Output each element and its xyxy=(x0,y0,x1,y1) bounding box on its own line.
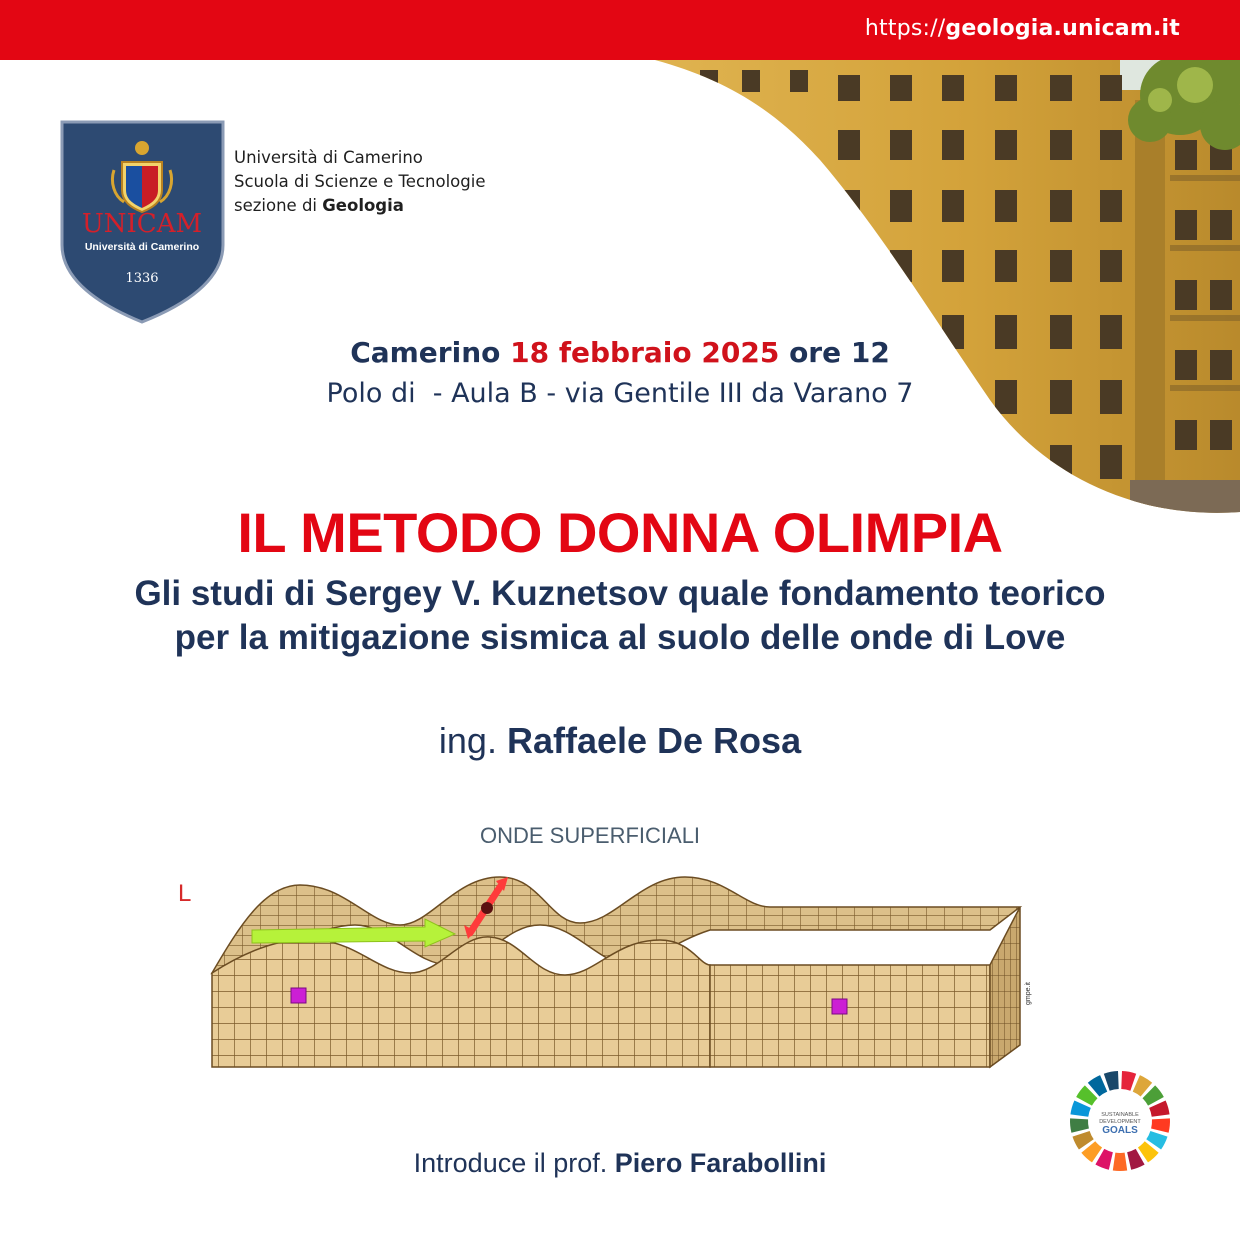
speaker-name: Raffaele De Rosa xyxy=(506,720,802,761)
event-date: 18 febbraio 2025 xyxy=(510,336,780,369)
introduction xyxy=(0,1148,1240,1179)
sdg-line-2: DEVELOPMENT xyxy=(1099,1119,1141,1125)
top-bar xyxy=(0,0,1240,60)
website-link[interactable] xyxy=(865,16,1180,41)
unicam-logo xyxy=(60,120,225,325)
url-prefix: https:// xyxy=(864,16,946,41)
sdg-segment xyxy=(1151,1118,1170,1132)
figure-label: L xyxy=(178,880,192,907)
sdg-segment xyxy=(1113,1153,1127,1171)
sdg-segment xyxy=(1070,1118,1089,1132)
block-side-face xyxy=(990,907,1020,1067)
institution-line-2: Scuola di Scienze e Tecnologie xyxy=(234,172,486,191)
talk-subtitle-line-1: Gli studi di Sergey V. Kuznetsov quale fondamento teorico xyxy=(134,574,1106,613)
logo-name: UNICAM xyxy=(81,209,203,239)
sdg-segment xyxy=(1121,1071,1136,1091)
intro-prefix: Introduce il prof. xyxy=(413,1148,608,1178)
sdg-wheel-icon xyxy=(1068,1069,1172,1173)
url-domain: geologia.unicam.it xyxy=(945,16,1180,41)
intro-name: Piero Farabollini xyxy=(614,1148,827,1178)
institution-line-3-prefix: sezione di xyxy=(234,196,323,215)
institution-line-3 xyxy=(234,194,485,218)
block-front-flat xyxy=(710,965,990,1067)
figure-credit: gmpe.it xyxy=(1025,982,1032,1005)
figure-heading: ONDE SUPERFICIALI xyxy=(480,823,701,848)
event-city: Camerino xyxy=(350,336,501,369)
institution-line-1: Università di Camerino xyxy=(234,148,423,167)
speaker xyxy=(0,720,1240,762)
speaker-prefix: ing. xyxy=(438,720,497,761)
surface-waves-illustration xyxy=(170,815,1050,1075)
talk-title: IL METODO DONNA OLIMPIA xyxy=(237,501,1003,564)
logo-subtitle: Università di Camerino xyxy=(84,241,200,253)
event-datetime xyxy=(0,336,1240,369)
logo-year: 1336 xyxy=(125,271,159,286)
sdg-segment xyxy=(1104,1071,1119,1091)
sdg-line-1: SUSTAINABLE xyxy=(1101,1112,1139,1118)
block-front-face xyxy=(212,937,710,1067)
marker-square-left xyxy=(291,988,306,1003)
event-location: Polo di - Aula B - via Gentile III da Varano 7 xyxy=(326,378,914,409)
institution-line-3-bold: Geologia xyxy=(322,196,404,215)
marker-square-right xyxy=(832,999,847,1014)
talk-subtitle xyxy=(0,572,1240,660)
talk-subtitle-line-2: per la mitigazione sismica al suolo delle onde di Love xyxy=(174,618,1066,657)
event-time: ore 12 xyxy=(789,336,890,369)
sdg-line-3: GOALS xyxy=(1102,1125,1138,1136)
institution-block xyxy=(234,146,485,218)
